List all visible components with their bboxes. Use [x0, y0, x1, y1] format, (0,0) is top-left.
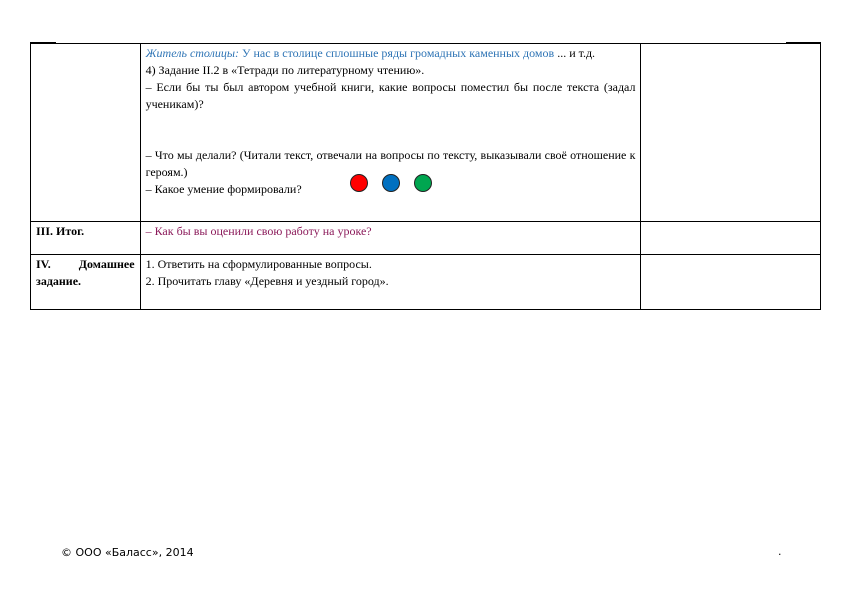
stage-word: Домашнее: [78, 257, 135, 271]
color-circles: [350, 174, 432, 192]
stage-cell: [31, 255, 141, 310]
red-circle: [350, 174, 368, 192]
footer-copyright: © ООО «Баласс», 2014: [61, 546, 194, 559]
green-circle: [414, 174, 432, 192]
homework-item: 2. Прочитать главу «Деревня и уездный город».: [145, 274, 389, 288]
footer-dot: .: [778, 545, 782, 558]
content-cell: [140, 255, 641, 310]
stage-cell: [31, 44, 141, 222]
stage-word-2: задание.: [36, 274, 82, 288]
notes-cell: [641, 255, 821, 310]
homework-item: 1. Ответить на сформулированные вопросы.: [145, 257, 372, 271]
notes-cell: [641, 44, 821, 222]
blue-circle: [382, 174, 400, 192]
content-cell: – Как бы вы оценили свою работу на уроке?: [140, 222, 641, 255]
table-row: [31, 44, 821, 222]
table-row: [31, 255, 821, 310]
notes-cell: [641, 222, 821, 255]
stage-cell: III. Итог.: [31, 222, 141, 255]
quote-text: У нас в столице сплошные ряды громадных каменных домов: [239, 46, 555, 60]
quote-lead: Житель столицы:: [145, 46, 239, 60]
quote-tail: ... и т.д.: [554, 46, 596, 60]
quote-paragraph: [146, 45, 636, 62]
question-what-did: – Что мы делали? (Читали текст, отвечали на вопросы по тексту, выказывали своё отношение к героям.): [145, 148, 636, 179]
task-line: 4) Задание II.2 в «Тетради по литературному чтению».: [145, 63, 425, 77]
stage-number: IV.: [36, 257, 51, 271]
question-author: – Если бы ты был автором учебной книги, какие вопросы поместил бы после текста (задал ученикам)?: [145, 80, 636, 111]
table-row: [31, 222, 821, 255]
content-cell: [140, 44, 641, 222]
question-skill: – Какое умение формировали?: [145, 182, 302, 196]
